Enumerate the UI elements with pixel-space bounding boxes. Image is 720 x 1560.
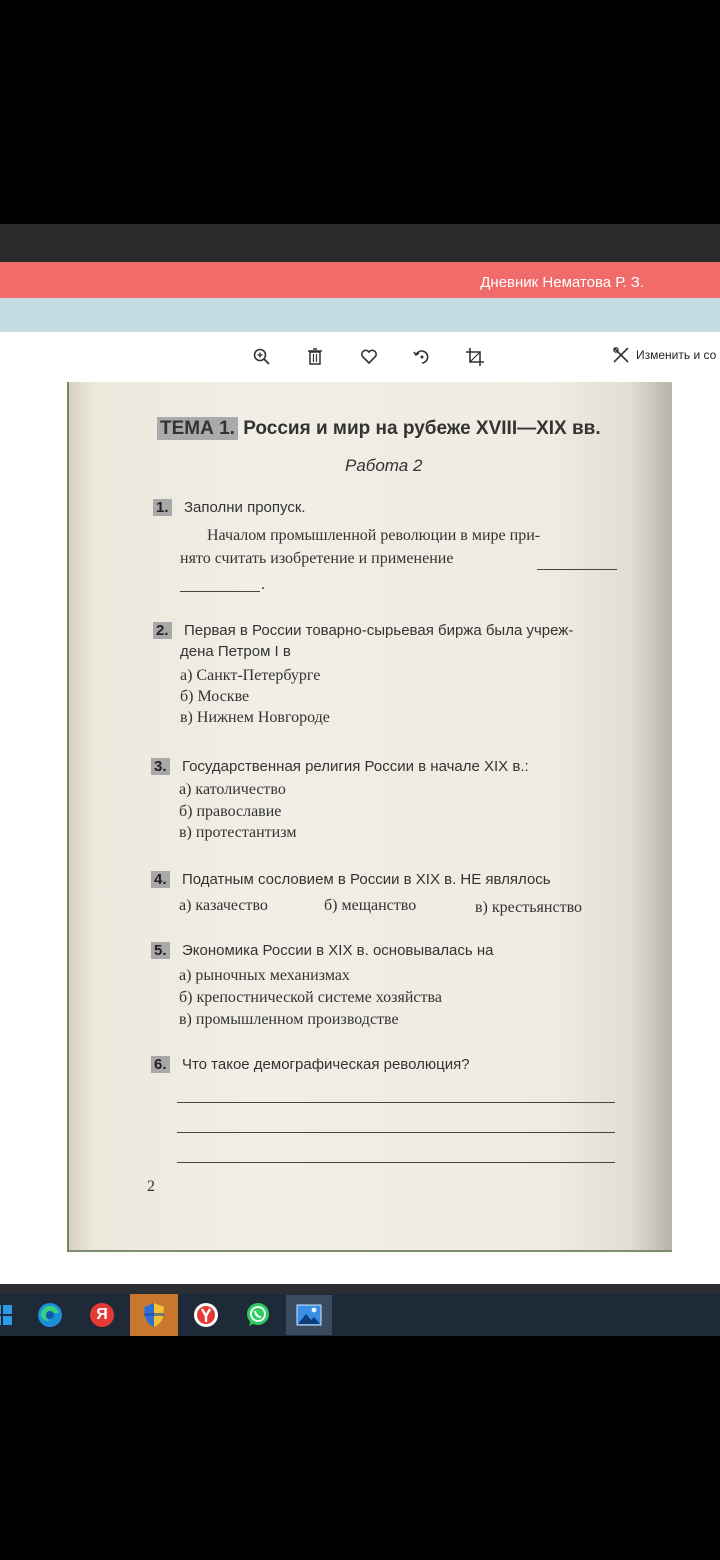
answer-line xyxy=(177,1162,615,1163)
answer-line xyxy=(177,1102,615,1103)
question-number: 1. xyxy=(153,499,172,516)
question-1-line-1: Началом промышленной революции в мире при- xyxy=(207,527,541,544)
question-6 xyxy=(151,1056,470,1074)
worksheet-title: Россия и мир на рубеже XVIII—XIX вв. xyxy=(243,418,601,439)
question-1-line-2: нято считать изобретение и применение xyxy=(180,550,454,567)
question-1-end: . xyxy=(261,576,265,593)
question-text: Заполни пропуск. xyxy=(183,499,306,516)
rotate-icon[interactable] xyxy=(409,344,435,370)
whatsapp-icon[interactable] xyxy=(238,1297,278,1333)
answer-option: б) мещанство xyxy=(324,897,417,914)
question-2-line-2: дена Петром I в xyxy=(180,643,291,660)
delete-icon[interactable] xyxy=(302,344,328,370)
edit-label: Изменить и со xyxy=(636,348,717,362)
answer-option: в) промышленном производстве xyxy=(179,1011,399,1028)
window-title: Дневник Нематова Р. З. xyxy=(480,274,644,291)
yandex-letter: Я xyxy=(96,1306,108,1323)
answer-option: б) крепостнической системе хозяйства xyxy=(179,989,442,1006)
crop-icon[interactable] xyxy=(462,344,488,370)
answer-option: в) протестантизм xyxy=(179,824,297,841)
question-number: 5. xyxy=(151,942,170,959)
tema-label: ТЕМА 1. xyxy=(157,417,238,440)
yandex-icon[interactable] xyxy=(82,1297,122,1333)
answer-option: б) Москве xyxy=(180,688,250,705)
question-number: 4. xyxy=(151,871,170,888)
edit-and-create-button[interactable] xyxy=(612,346,716,364)
taskbar-edge xyxy=(0,1284,720,1294)
start-icon[interactable] xyxy=(0,1297,22,1333)
question-1 xyxy=(153,499,306,517)
security-shield-icon[interactable] xyxy=(130,1294,178,1336)
answer-option: а) Санкт-Петербурге xyxy=(180,667,321,684)
question-text: Государственная религия России в начале XIX в.: xyxy=(181,758,529,775)
edge-icon[interactable] xyxy=(30,1297,70,1333)
zoom-in-icon[interactable] xyxy=(249,344,275,370)
question-number: 3. xyxy=(151,758,170,775)
question-4 xyxy=(151,871,551,889)
answer-line xyxy=(180,591,260,592)
question-text: Первая в России товарно-сырьевая биржа была учреж- xyxy=(183,622,574,639)
answer-option: в) крестьянство xyxy=(475,899,583,916)
favorite-icon[interactable] xyxy=(356,344,382,370)
answer-option: в) Нижнем Новгороде xyxy=(180,709,330,726)
worksheet-photo xyxy=(67,382,672,1252)
top-dark-bar xyxy=(0,224,720,262)
answer-line xyxy=(537,569,617,570)
question-text: Податным сословием в России в XIX в. НЕ являлось xyxy=(181,871,551,888)
answer-option: а) католичество xyxy=(179,781,286,798)
page-number: 2 xyxy=(147,1178,155,1195)
question-2 xyxy=(153,622,573,640)
yandex-browser-icon[interactable] xyxy=(186,1297,226,1333)
answer-option: а) казачество xyxy=(179,897,268,914)
question-text: Что такое демографическая революция? xyxy=(181,1056,470,1073)
edit-icon xyxy=(612,346,630,364)
worksheet-subtitle: Работа 2 xyxy=(345,456,423,475)
toolbar-strip xyxy=(0,298,720,332)
answer-line xyxy=(177,1132,615,1133)
question-3 xyxy=(151,758,529,776)
question-number: 2. xyxy=(153,622,172,639)
answer-option: а) рыночных механизмах xyxy=(179,967,350,984)
photos-icon[interactable] xyxy=(286,1295,332,1335)
worksheet-heading xyxy=(157,418,601,440)
question-5 xyxy=(151,942,494,960)
answer-option: б) православие xyxy=(179,803,282,820)
question-number: 6. xyxy=(151,1056,170,1073)
question-text: Экономика России в XIX в. основывалась на xyxy=(181,942,494,959)
